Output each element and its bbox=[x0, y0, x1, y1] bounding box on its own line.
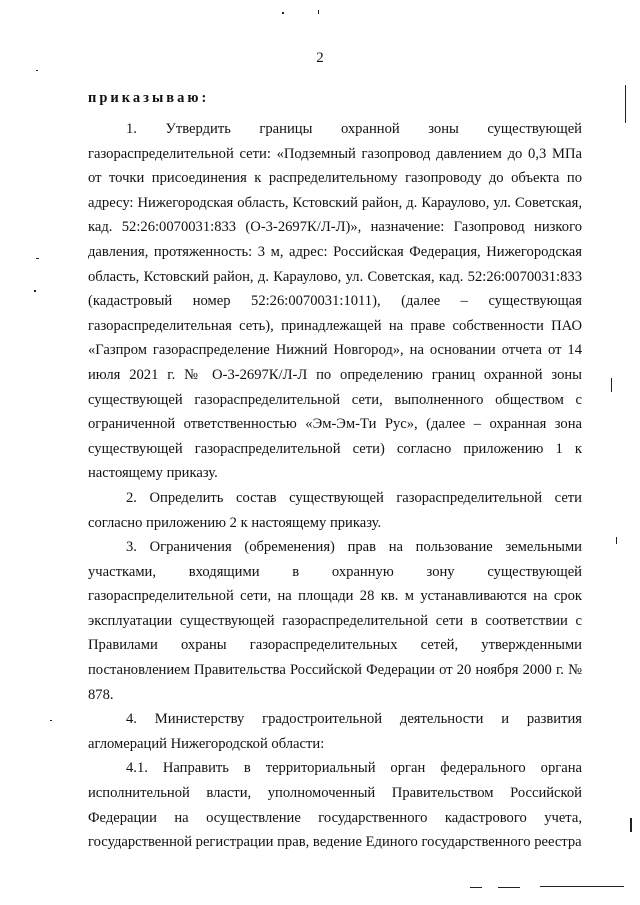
scan-mark bbox=[34, 290, 36, 292]
scan-mark bbox=[616, 537, 617, 544]
paragraph-2: 2. Определить состав существующей газораспределительной сети согласно приложению 2 к настоящему приказу. bbox=[88, 489, 582, 531]
paragraph-3: 3. Ограничения (обременения) прав на пользование земельными участками, входящими в охранную зону существующей газораспределительной сети, на площади 28 кв. м устанавливаются на срок эксплуатации существующей газораспределительной сети в соответствии с Правилами охраны газораспределительных сетей, утвержденными постановлением Правительства Российской Федерации от 20 ноября 2000 г. № 878. bbox=[88, 539, 582, 703]
paragraph-4: 4. Министерству градостроительной деятельности и развития агломераций Нижегородской области: bbox=[88, 711, 582, 752]
scan-mark bbox=[36, 258, 39, 259]
paragraph-1: 1. Утвердить границы охранной зоны существующей газораспределительной сети: «Подземный газопровод давлением до 0,3 МПа от точки присоединения к распределительному газопроводу до объекта по адресу: Нижегородская область, Кстовский район, д. Караулово, ул. Советская, кад. 52:26:0070031:833 (О-3-2697К/Л-Л)», назначение: Газопровод низкого давления, протяженность: 3 м, адрес: Российская Федерация, Нижегородская область, Кстовский район, д. Караулово, ул. Советская, кад. 52:26:0070031:833 (кадастровый номер 52:26:0070031:1011), (далее – существующая газораспределительная сеть), принадлежащей на праве собственности ПАО «Газпром газораспределение Нижний Новгород», на основании отчета от 14 июля 2021 г. № О-3-2697К/Л-Л по определению границ охранной зоны существующей газораспределительной сети, выполненного обществом с ограниченной ответственностью «Эм-Эм-Ти Рус», (далее – охранная зона существующей газораспределительной сети) согласно приложению 1 к настоящему приказу. bbox=[88, 121, 582, 482]
scan-mark bbox=[625, 85, 626, 123]
scan-mark bbox=[282, 12, 284, 14]
scan-mark bbox=[498, 887, 520, 888]
scan-mark bbox=[630, 818, 632, 832]
scan-mark bbox=[36, 70, 38, 71]
scan-mark bbox=[611, 378, 612, 392]
document-body bbox=[88, 117, 582, 855]
scan-mark bbox=[50, 720, 52, 721]
order-heading: приказываю: bbox=[88, 90, 210, 106]
scan-mark bbox=[540, 886, 624, 887]
scan-mark bbox=[470, 887, 482, 888]
page-number: 2 bbox=[316, 50, 324, 66]
paragraph-4-1: 4.1. Направить в территориальный орган федерального органа исполнительной власти, уполномоченный Правительством Российской Федерации на осуществление государственного кадастрового учета, государственной регистрации прав, ведение Единого государственного реестра bbox=[88, 760, 582, 851]
scan-mark bbox=[318, 10, 319, 14]
